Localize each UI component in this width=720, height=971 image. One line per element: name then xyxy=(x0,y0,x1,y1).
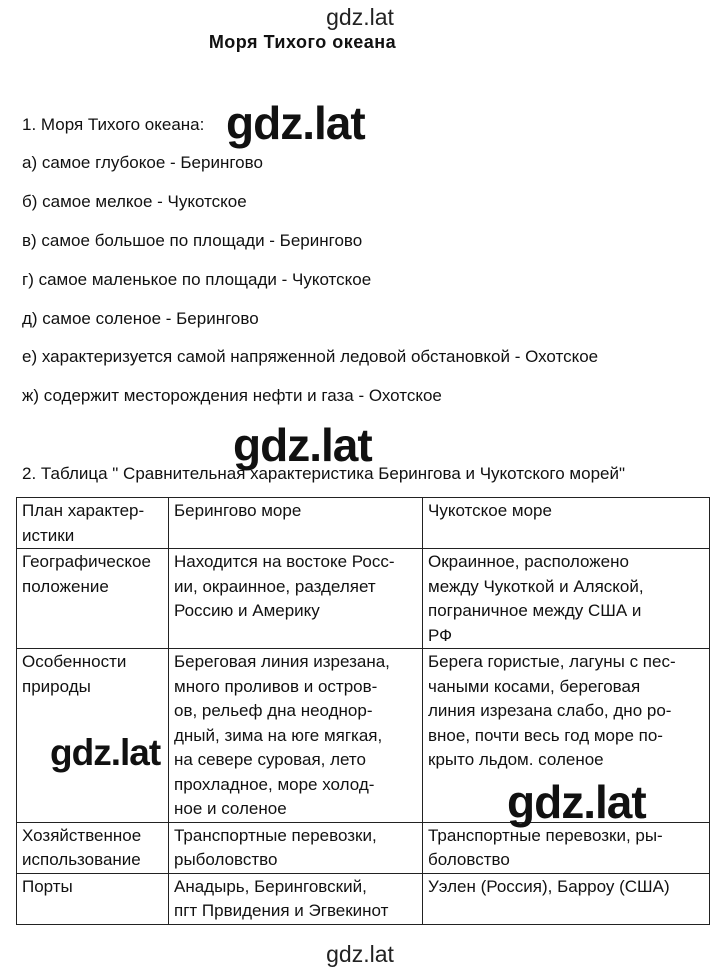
row-bering: Транспортные перевозки, рыболовство xyxy=(169,822,423,873)
row-plan: Хозяйственное использование xyxy=(17,822,169,873)
watermark-large-1: gdz.lat xyxy=(226,97,365,149)
list-item: в) самое большое по площади - Берингово xyxy=(22,231,363,250)
row-chukchi: Окраинное, расположено между Чукоткой и Аляской, пограничное между США и РФ xyxy=(423,549,710,649)
list-item: д) самое соленое - Берингово xyxy=(22,309,259,328)
q2-heading: 2. Таблица " Сравнительная характеристика Берингова и Чукотского морей" xyxy=(22,464,626,483)
row-plan: Географическое положение xyxy=(17,549,169,649)
row-bering: Анадырь, Беринговский, пгт Првидения и Эгвекинот xyxy=(169,873,423,924)
row-bering: Находится на востоке Росс- ии, окраинное, разделяет Россию и Америку xyxy=(169,549,423,649)
list-item: б) самое мелкое - Чукотское xyxy=(22,192,247,211)
list-item: а) самое глубокое - Берингово xyxy=(22,153,263,172)
table-row xyxy=(17,873,710,924)
page-title: Моря Тихого океана xyxy=(208,32,397,52)
watermark-bottom: gdz.lat xyxy=(326,941,394,967)
row-chukchi: Берега гористые, лагуны с пес- чаными косами, береговая линия изрезана слабо, дно ро- вное, почти весь год море по- крыто льдом. соленое xyxy=(423,649,710,823)
table-header-row xyxy=(17,498,710,549)
row-plan: Порты xyxy=(17,873,169,924)
watermark-large-3: gdz.lat xyxy=(50,732,161,773)
list-item: е) характеризуется самой напряженной ледовой обстановкой - Охотское xyxy=(22,347,599,366)
watermark-large-4: gdz.lat xyxy=(507,776,646,828)
comparison-table xyxy=(16,497,710,925)
watermark-top: gdz.lat xyxy=(326,4,394,30)
row-chukchi: Уэлен (Россия), Барроу (США) xyxy=(423,873,710,924)
header-chukchi: Чукотское море xyxy=(423,498,710,549)
header-plan: План характер- истики xyxy=(17,498,169,549)
row-bering: Береговая линия изрезана, много проливов и остров- ов, рельеф дна неоднор- дный, зима на юге мягкая, на севере суровая, лето прохладное, море холод- ное и соленое xyxy=(169,649,423,823)
row-chukchi: Транспортные перевозки, ры- боловство xyxy=(423,822,710,873)
q1-heading: 1. Моря Тихого океана: xyxy=(22,115,205,134)
watermark-large-2: gdz.lat xyxy=(233,419,372,471)
list-item: г) самое маленькое по площади - Чукотское xyxy=(22,270,372,289)
table-row xyxy=(17,822,710,873)
header-bering: Берингово море xyxy=(169,498,423,549)
table-row xyxy=(17,549,710,649)
list-item: ж) содержит месторождения нефти и газа - Охотское xyxy=(22,386,442,405)
row-plan: Особенности природы xyxy=(17,649,169,823)
